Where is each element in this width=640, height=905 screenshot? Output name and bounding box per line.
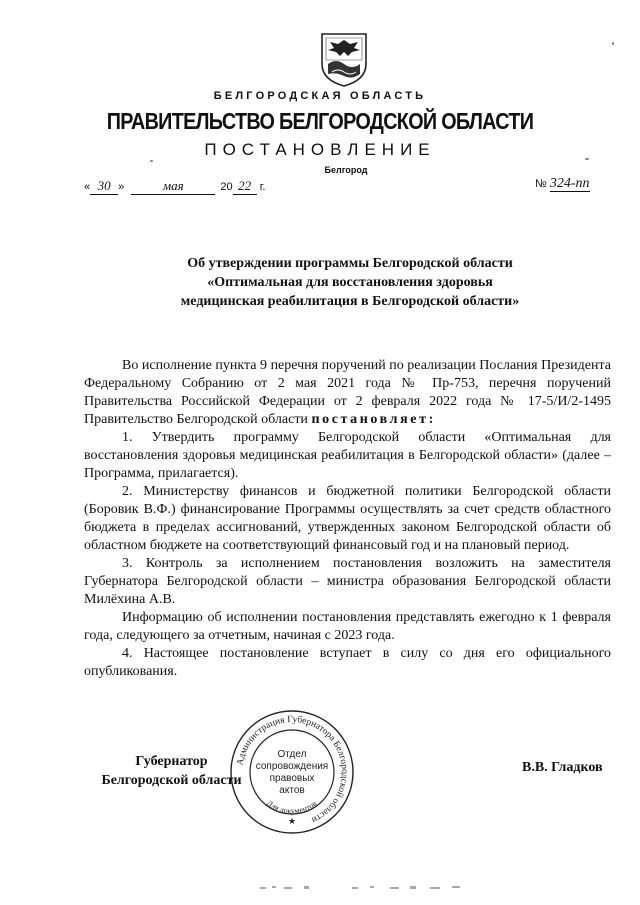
position-line: Губернатор <box>135 754 208 769</box>
resolves-word: постановляет: <box>311 412 436 427</box>
title-line: «Оптимальная для восстановления здоровья <box>207 275 493 290</box>
date-year-abbr: г. <box>259 181 266 193</box>
number-prefix: № <box>535 178 547 190</box>
clause-3: 3. Контроль за исполнением постановления возложить на заместителя Губернатора Белгородской области – министра образования Белгородской области Милёхина А.В. <box>84 556 611 607</box>
coat-of-arms-emblem <box>318 30 370 88</box>
title-line: Об утверждении программы Белгородской области <box>187 256 513 271</box>
preamble-paragraph <box>84 357 611 429</box>
scan-speck <box>585 158 589 160</box>
scan-speck <box>612 42 614 45</box>
document-date <box>84 178 265 195</box>
government-heading: ПРАВИТЕЛЬСТВО БЕЛГОРОДСКОЙ ОБЛАСТИ <box>106 108 534 134</box>
date-year-suffix: 22 <box>233 178 257 195</box>
clause-2: 2. Министерству финансов и бюджетной политики Белгородской области (Боровик В.Ф.) финансирование Программы осуществлять за счет средств областного бюджета в пределах ассигнований, утвержденных законом Белгородской области об областном бюджете на соответствующий финансовый год и на плановый период. <box>84 484 611 553</box>
document-title <box>150 254 550 311</box>
clause-4: 4. Настоящее постановление вступает в силу со дня его официального опубликования. <box>84 646 611 679</box>
date-year-prefix: 20 <box>220 181 233 193</box>
stamp-bottom-arc: Для документов <box>264 798 319 816</box>
clause-3-reporting: Информацию об исполнении постановления представлять ежегодно к 1 февраля года, следующего за отчетным, начиная с 2023 года. <box>84 610 611 643</box>
signatory-name: В.В. Гладков <box>522 760 603 775</box>
city-label: Белгород <box>324 165 368 175</box>
scan-noise <box>260 884 470 892</box>
title-line: медицинская реабилитация в Белгородской области» <box>180 294 520 309</box>
clause-1: 1. Утвердить программу Белгородской области «Оптимальная для восстановления здоровья медицинская реабилитация в Белгородской области» (далее – Программа, прилагается). <box>84 430 611 481</box>
date-month: мая <box>131 178 215 195</box>
position-line: Белгородской области <box>101 773 242 788</box>
stamp-line: Отдел <box>277 749 307 760</box>
stamp-line: актов <box>279 785 305 796</box>
stamp-line: сопровождения <box>255 761 329 772</box>
region-heading: БЕЛГОРОДСКАЯ ОБЛАСТЬ <box>213 90 427 102</box>
date-day: 30 <box>90 178 118 195</box>
date-open-quote: « <box>84 181 91 193</box>
document-body <box>84 357 611 681</box>
scan-speck <box>150 160 153 162</box>
document-number <box>535 176 590 192</box>
stamp-line: правовых <box>269 773 315 784</box>
date-close-quote: » <box>118 181 125 193</box>
stamp-star-icon: ★ <box>287 816 297 826</box>
official-stamp <box>228 708 356 836</box>
stamp-ring-text: Администрация Губернатора Белгородской области <box>235 714 350 825</box>
document-type-heading: ПОСТАНОВЛЕНИЕ <box>204 140 436 159</box>
preamble-text: Во исполнение пункта 9 перечня поручений по реализации Послания Президента Федеральному Собранию от 2 мая 2021 года № Пр-753, перечня поручений Правительства Российской Федерации от 2 февраля 2022 года № 17-5/И/2-1495 Правительство Белгородской области <box>84 358 611 427</box>
number-value: 324-пп <box>549 176 590 191</box>
